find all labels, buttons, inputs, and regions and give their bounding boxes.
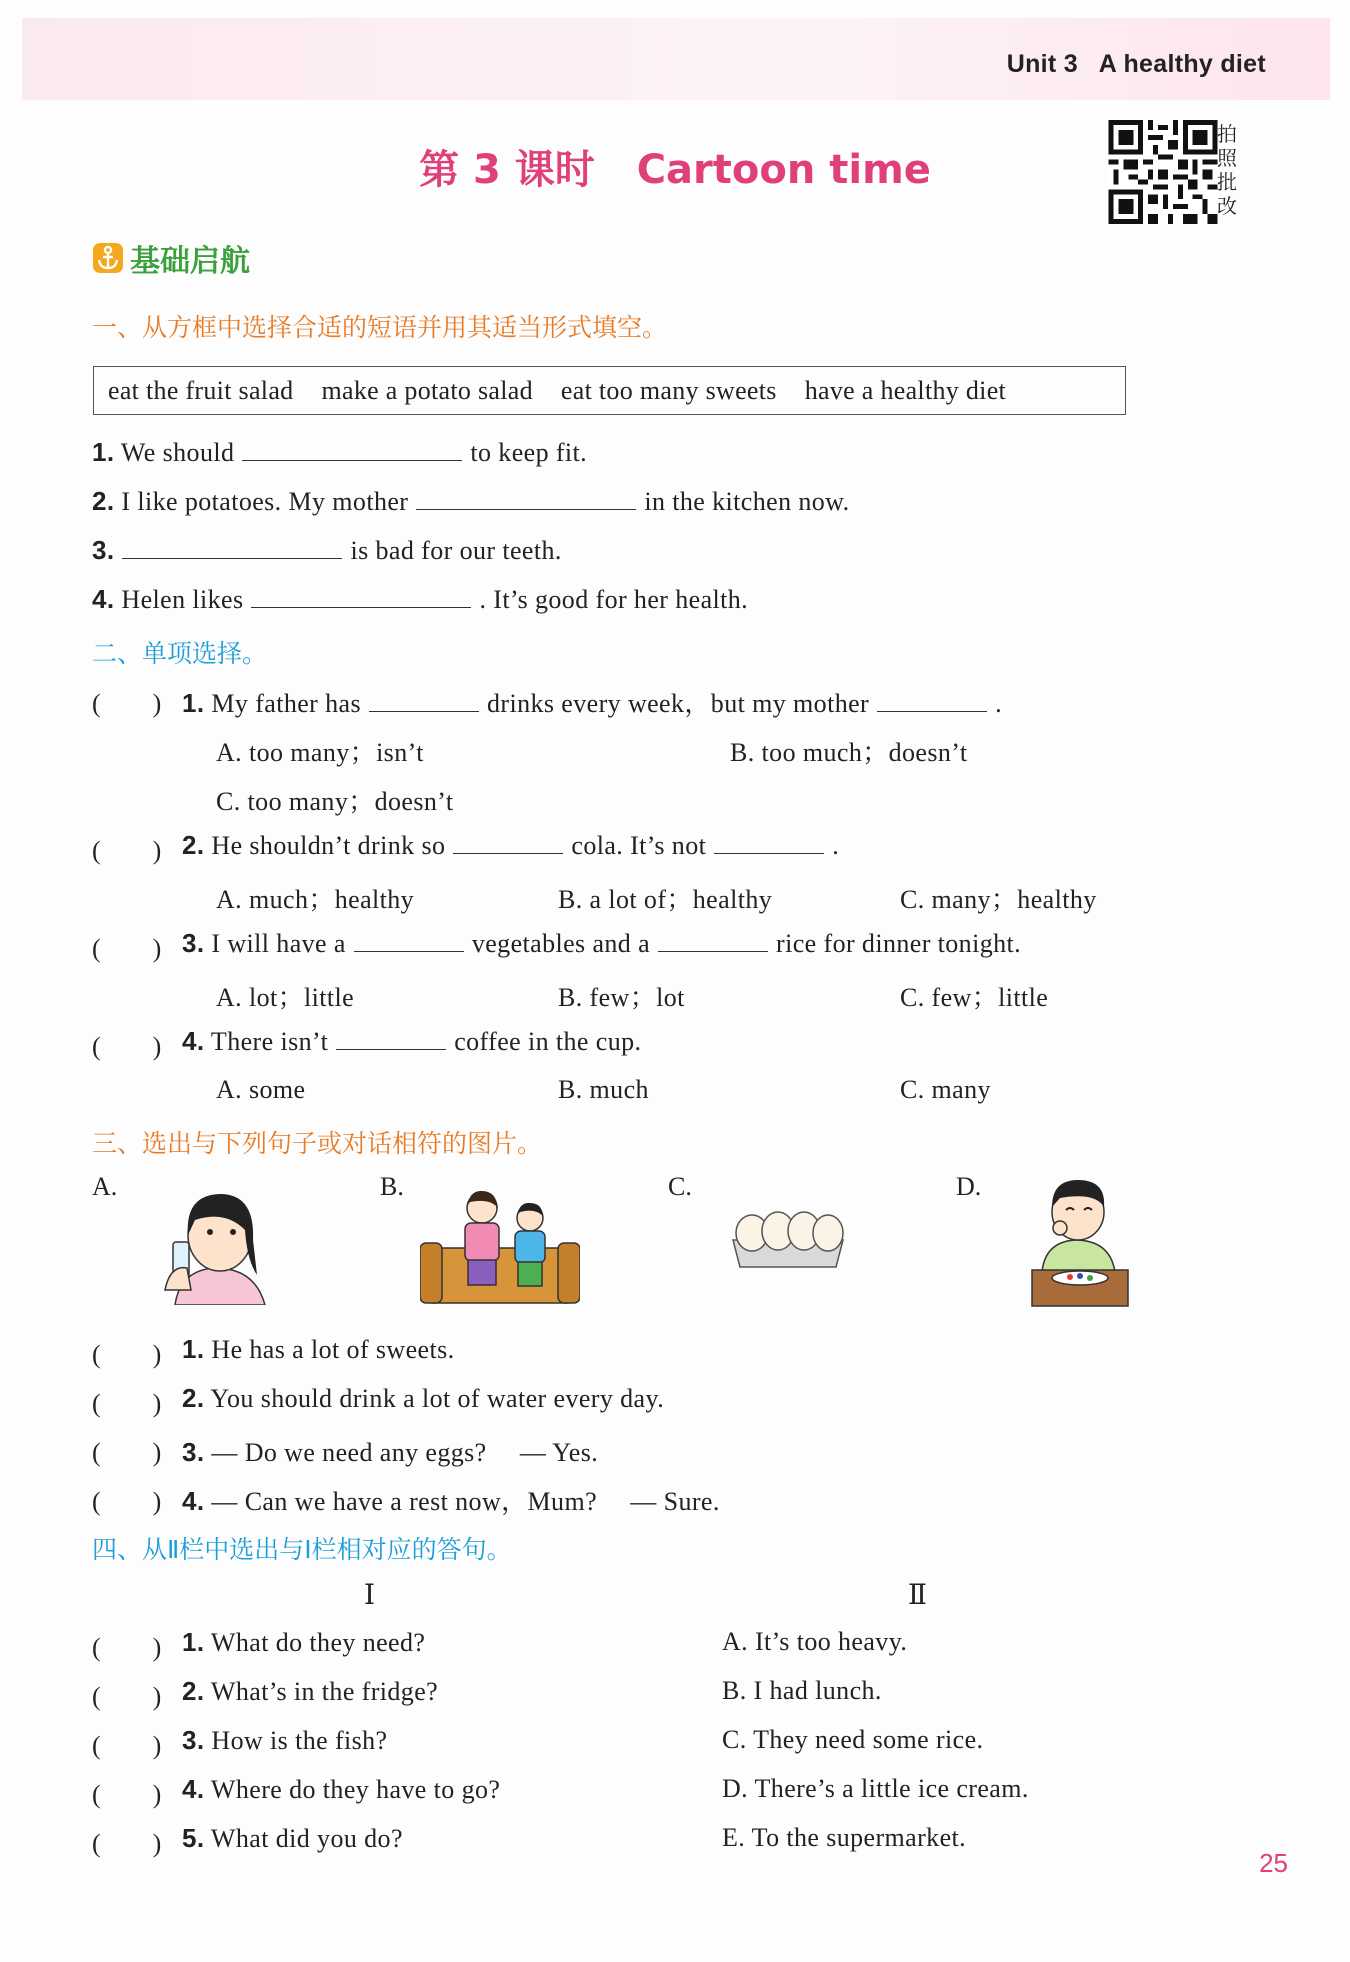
match-answer-b: B. I had lunch. [722,1676,882,1705]
item-text: We should [120,438,235,467]
item-text: What did you do? [210,1824,403,1853]
item-number: 2. [182,1676,205,1706]
item-text: . It’s good for her health. [479,585,749,614]
option-a[interactable]: A. much；healthy [216,885,415,914]
item-number: 4. [92,584,115,614]
item-text: drinks every week，but my mother [487,689,870,718]
fill-item-3 [92,535,562,566]
item-text: is bad for our teeth. [350,536,562,565]
phrase: eat too many sweets [560,375,777,405]
qr-label-char: 改 [1217,194,1237,218]
answer-paren[interactable]: ( ) [92,1633,162,1662]
item-number: 4. [182,1774,205,1804]
item-text: rice for dinner tonight. [776,929,1022,958]
item-text: . [995,689,1002,718]
item-number: 2. [182,830,205,860]
item-text: He shouldn’t drink so [211,831,446,860]
answer-blank[interactable] [354,932,464,952]
fill-item-4 [92,584,748,615]
option-b[interactable]: B. few；lot [558,983,685,1012]
item-text: to keep fit. [470,438,588,467]
picture-label-b: B. [380,1172,404,1201]
option-b[interactable]: B. a lot of；healthy [558,885,773,914]
match-answer-e: E. To the supermarket. [722,1823,967,1852]
item-text: How is the fish? [211,1726,388,1755]
answer-blank[interactable] [336,1030,446,1050]
match-question-1 [182,1627,425,1658]
match-question-2 [182,1676,438,1707]
section1-title: 一、从方框中选择合适的短语并用其适当形式填空。 [92,313,668,342]
picture-item-3 [182,1432,598,1469]
answer-paren[interactable]: ( ) [92,1340,162,1369]
item-number: 3. [182,928,205,958]
page-number: 25 [1259,1848,1288,1878]
item-number: 1. [182,1334,205,1364]
item-text: He has a lot of sweets. [211,1335,455,1364]
match-question-4 [182,1774,500,1805]
item-number: 4. [182,1026,205,1056]
item-text: You should drink a lot of water every day. [210,1384,665,1413]
answer-blank[interactable] [251,588,471,608]
qr-label [1217,122,1243,218]
answer-blank[interactable] [877,692,987,712]
item-number: 3. [182,1437,205,1467]
kids-on-sofa-picture[interactable] [420,1188,580,1306]
item-text: There isn’t [210,1027,329,1056]
item-text: cola. It’s not [571,831,707,860]
match-answer-c: C. They need some rice. [722,1725,984,1754]
option-a[interactable]: A. lot；little [216,983,355,1012]
match-answer-a: A. It’s too heavy. [722,1627,908,1656]
phrase: have a healthy diet [804,375,1007,405]
unit-header [1007,50,1266,79]
item-text: I like potatoes. My mother [121,487,409,516]
option-a[interactable]: A. too many；isn’t [216,738,424,767]
item-number: 1. [182,688,205,718]
fill-item-1 [92,437,587,468]
answer-blank[interactable] [122,539,342,559]
item-number: 1. [182,1627,205,1657]
answer-paren[interactable]: ( ) [92,1032,162,1061]
answer-paren[interactable]: ( ) [92,1389,162,1418]
item-text: coffee in the cup. [454,1027,642,1056]
phrase: make a potato salad [321,375,533,405]
answer-paren[interactable]: ( ) [92,836,162,865]
option-c[interactable]: C. many；healthy [900,885,1097,914]
qr-label-char: 拍 [1217,122,1237,146]
choice-q4 [182,1026,641,1057]
lesson-name: Cartoon time [636,147,931,193]
match-question-3 [182,1725,388,1756]
item-number: 3. [182,1725,205,1755]
item-number: 2. [92,486,115,516]
section3-title: 三、选出与下列句子或对话相符的图片。 [92,1129,543,1158]
item-number: 3. [92,535,115,565]
item-number: 2. [182,1383,205,1413]
answer-blank[interactable] [416,490,636,510]
answer-paren[interactable]: ( ) [92,689,162,718]
fill-item-2 [92,486,850,517]
item-number: 1. [92,437,115,467]
item-text: — Can we have a rest now，Mum? — Sure. [211,1487,720,1516]
item-text: in the kitchen now. [644,487,850,516]
answer-blank[interactable] [658,932,768,952]
item-text: I will have a [211,929,346,958]
answer-paren[interactable]: ( ) [92,1731,162,1760]
unit-number: Unit 3 [1006,50,1078,78]
phrase-box [93,366,1126,415]
option-c[interactable]: C. few；little [900,983,1049,1012]
eggs-picture[interactable] [728,1205,848,1270]
match-answer-d: D. There’s a little ice cream. [722,1774,1029,1803]
option-c[interactable]: C. many [900,1075,991,1104]
item-number: 4. [182,1486,205,1516]
picture-item-2 [182,1383,664,1414]
qr-label-char: 批 [1217,170,1237,194]
answer-blank[interactable] [714,834,824,854]
picture-item-4 [182,1481,720,1518]
column-one-heading: Ⅰ [364,1580,376,1611]
choice-q3 [182,928,1021,959]
anchor-icon [92,242,124,274]
item-text: — Do we need any eggs? — Yes. [211,1438,599,1467]
answer-paren[interactable]: ( ) [92,1780,162,1809]
option-b[interactable]: B. too much；doesn’t [730,738,968,767]
item-text: . [832,831,840,860]
base-section-title [92,238,250,278]
item-text: What do they need? [210,1628,426,1657]
item-text: vegetables and a [471,929,651,958]
column-two-heading: Ⅱ [908,1580,928,1611]
item-text: My father has [211,689,361,718]
unit-topic: A healthy diet [1098,50,1266,78]
picture-label-a: A. [92,1172,118,1201]
section2-title: 二、单项选择。 [92,639,268,668]
answer-blank[interactable] [453,834,563,854]
picture-item-1 [182,1334,455,1365]
phrase: eat the fruit salad [108,375,294,405]
item-text: Helen likes [121,585,244,614]
answer-paren[interactable]: ( ) [92,1682,162,1711]
answer-blank[interactable] [242,441,462,461]
answer-paren[interactable]: ( ) [92,1487,162,1516]
item-text: What’s in the fridge? [210,1677,439,1706]
picture-label-d: D. [956,1172,982,1201]
choice-q2 [182,830,839,861]
lesson-number: 第 3 课时 [419,147,595,193]
choice-q1 [182,683,1002,720]
answer-blank[interactable] [369,692,479,712]
base-section-label: 基础启航 [130,244,250,279]
qr-label-char: 照 [1217,146,1237,170]
qr-code-icon[interactable] [1108,120,1218,224]
option-a[interactable]: A. some [216,1075,306,1104]
answer-paren[interactable]: ( ) [92,934,162,963]
item-text: Where do they have to go? [210,1775,501,1804]
option-c[interactable]: C. too many；doesn’t [216,787,454,816]
boy-eating-sweets-picture[interactable] [1030,1172,1130,1307]
section4-title: 四、从Ⅱ栏中选出与Ⅰ栏相对应的答句。 [92,1535,512,1564]
match-question-5 [182,1823,403,1854]
item-number: 5. [182,1823,205,1853]
girl-drinking-picture[interactable] [155,1180,275,1305]
answer-paren[interactable]: ( ) [92,1829,162,1858]
answer-paren[interactable]: ( ) [92,1438,162,1467]
picture-label-c: C. [668,1172,692,1201]
option-b[interactable]: B. much [558,1075,649,1104]
